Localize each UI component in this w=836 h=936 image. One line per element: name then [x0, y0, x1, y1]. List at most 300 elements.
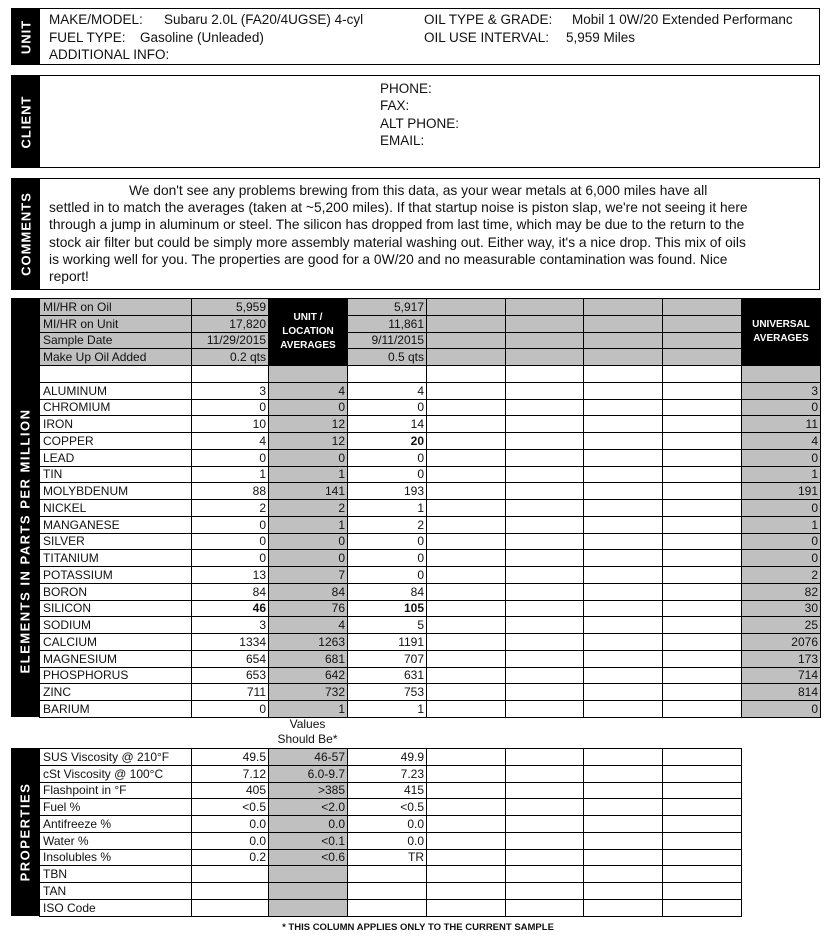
- values-should-be-line1: Values: [289, 717, 326, 731]
- element-previous: 1191: [348, 634, 427, 651]
- property-should-be: 0.0: [269, 816, 348, 833]
- empty-cell: [584, 849, 663, 866]
- element-current: 0: [192, 516, 269, 533]
- empty-cell: [663, 782, 742, 799]
- element-previous: 4: [348, 382, 427, 399]
- unit-panel: [11, 8, 820, 65]
- empty-cell: [427, 782, 506, 799]
- sample-info-row: [40, 332, 821, 349]
- empty-cell: [427, 500, 506, 517]
- empty-cell: [427, 382, 506, 399]
- element-row: [40, 667, 821, 684]
- element-previous: 20: [348, 433, 427, 450]
- element-name: NICKEL: [40, 500, 192, 517]
- property-current: 405: [192, 782, 269, 799]
- unit-location-header-line: LOCATION: [282, 326, 334, 337]
- universal-header-line: AVERAGES: [753, 333, 809, 344]
- element-previous: 84: [348, 583, 427, 600]
- empty-cell: [584, 533, 663, 550]
- element-universal: 191: [742, 483, 821, 500]
- empty-cell: [584, 684, 663, 701]
- element-previous: 0: [348, 466, 427, 483]
- empty-cell: [663, 866, 742, 883]
- property-should-be: <0.6: [269, 849, 348, 866]
- property-row: [40, 849, 742, 866]
- values-should-be-header: [268, 717, 347, 747]
- empty-cell: [192, 366, 269, 383]
- empty-cell: [427, 765, 506, 782]
- sample-info-label: MI/HR on Oil: [40, 299, 192, 316]
- empty-cell: [269, 366, 348, 383]
- element-universal: 814: [742, 684, 821, 701]
- empty-cell: [663, 533, 742, 550]
- empty-cell: [663, 567, 742, 584]
- empty-cell: [663, 684, 742, 701]
- empty-cell: [427, 583, 506, 600]
- element-name: TITANIUM: [40, 550, 192, 567]
- empty-cell: [663, 516, 742, 533]
- empty-cell: [427, 667, 506, 684]
- element-name: MOLYBDENUM: [40, 483, 192, 500]
- property-previous: [348, 883, 427, 900]
- element-unit-avg: 7: [269, 567, 348, 584]
- element-previous: 631: [348, 667, 427, 684]
- element-previous: 5: [348, 617, 427, 634]
- empty-cell: [663, 349, 742, 366]
- empty-cell: [584, 634, 663, 651]
- element-unit-avg: 76: [269, 600, 348, 617]
- element-universal: 2: [742, 567, 821, 584]
- empty-cell: [427, 849, 506, 866]
- empty-cell: [663, 617, 742, 634]
- oil-type-label: OIL TYPE & GRADE:: [424, 12, 553, 27]
- element-unit-avg: 1: [269, 516, 348, 533]
- empty-cell: [427, 299, 506, 316]
- make-model-label: MAKE/MODEL:: [49, 12, 143, 27]
- empty-cell: [584, 883, 663, 900]
- empty-cell: [506, 701, 584, 718]
- empty-cell: [584, 349, 663, 366]
- empty-cell: [506, 634, 584, 651]
- comments-body: We don't see any problems brewing from this data, as your wear metals at 6,000 miles have all settled in to match the averages (taken at ~5,200 miles). If that startup noise is piston slap, we're not seeing it here through a jump in aluminum or steel. The silicon has dropped from last time, which may be due to the return to the stock air filter but could be simply more assembly material washing out. Either way, it's a nice drop. This mix of oils is working well for you. The properties are good for a 0W/20 and no measurable contamination was found. Nice report!: [49, 183, 748, 285]
- empty-cell: [427, 433, 506, 450]
- element-row: [40, 684, 821, 701]
- universal-header-line: UNIVERSAL: [752, 319, 810, 330]
- property-should-be: [269, 883, 348, 900]
- fuel-type-value: Gasoline (Unleaded): [140, 30, 264, 45]
- element-row: [40, 650, 821, 667]
- empty-cell: [427, 866, 506, 883]
- property-name: TBN: [40, 866, 192, 883]
- empty-cell: [663, 433, 742, 450]
- properties-side-text: PROPERTIES: [17, 782, 33, 882]
- empty-cell: [584, 332, 663, 349]
- element-current: 3: [192, 617, 269, 634]
- property-name: TAN: [40, 883, 192, 900]
- element-name: ALUMINUM: [40, 382, 192, 399]
- element-name: SILVER: [40, 533, 192, 550]
- empty-cell: [506, 550, 584, 567]
- element-name: SODIUM: [40, 617, 192, 634]
- property-row: [40, 816, 742, 833]
- empty-cell: [663, 550, 742, 567]
- client-side-label: [12, 76, 40, 167]
- property-previous: [348, 866, 427, 883]
- empty-cell: [427, 567, 506, 584]
- empty-cell: [506, 449, 584, 466]
- empty-cell: [506, 684, 584, 701]
- universal-averages-header: [742, 299, 821, 366]
- empty-cell: [584, 382, 663, 399]
- properties-table: [39, 748, 742, 917]
- element-current: 13: [192, 567, 269, 584]
- unit-location-averages-header: [269, 299, 348, 366]
- empty-cell: [427, 449, 506, 466]
- element-universal: 2076: [742, 634, 821, 651]
- make-model-value: Subaru 2.0L (FA20/4UGSE) 4-cyl: [164, 12, 364, 27]
- empty-cell: [663, 600, 742, 617]
- element-name: COPPER: [40, 433, 192, 450]
- empty-cell: [427, 634, 506, 651]
- property-row: [40, 765, 742, 782]
- element-row: [40, 433, 821, 450]
- empty-cell: [506, 583, 584, 600]
- empty-cell: [584, 866, 663, 883]
- empty-cell: [427, 899, 506, 916]
- empty-cell: [506, 332, 584, 349]
- empty-cell: [427, 799, 506, 816]
- sample-info-previous: 5,917: [348, 299, 427, 316]
- element-universal: 0: [742, 449, 821, 466]
- element-unit-avg: 4: [269, 382, 348, 399]
- element-name: POTASSIUM: [40, 567, 192, 584]
- spacer-row: [40, 366, 821, 383]
- empty-cell: [427, 816, 506, 833]
- empty-cell: [663, 701, 742, 718]
- element-universal: 0: [742, 550, 821, 567]
- empty-cell: [506, 500, 584, 517]
- element-unit-avg: 0: [269, 533, 348, 550]
- property-current: 49.5: [192, 749, 269, 766]
- sample-info-previous: 0.5 qts: [348, 349, 427, 366]
- empty-cell: [427, 749, 506, 766]
- element-row: [40, 500, 821, 517]
- properties-side-label: [11, 748, 39, 916]
- property-previous: 0.0: [348, 816, 427, 833]
- element-unit-avg: 141: [269, 483, 348, 500]
- element-current: 653: [192, 667, 269, 684]
- property-should-be: [269, 866, 348, 883]
- element-unit-avg: 2: [269, 500, 348, 517]
- property-name: Antifreeze %: [40, 816, 192, 833]
- empty-cell: [427, 483, 506, 500]
- element-current: 711: [192, 684, 269, 701]
- property-row: [40, 883, 742, 900]
- element-current: 1: [192, 466, 269, 483]
- element-unit-avg: 4: [269, 617, 348, 634]
- empty-cell: [427, 516, 506, 533]
- empty-cell: [506, 315, 584, 332]
- element-name: LEAD: [40, 449, 192, 466]
- empty-cell: [584, 483, 663, 500]
- empty-cell: [663, 634, 742, 651]
- element-universal: 714: [742, 667, 821, 684]
- fuel-type-label: FUEL TYPE:: [49, 30, 126, 45]
- empty-cell: [663, 332, 742, 349]
- element-previous: 0: [348, 449, 427, 466]
- element-universal: 25: [742, 617, 821, 634]
- element-name: MANGANESE: [40, 516, 192, 533]
- empty-cell: [584, 399, 663, 416]
- property-row: [40, 799, 742, 816]
- empty-cell: [506, 765, 584, 782]
- empty-cell: [663, 315, 742, 332]
- empty-cell: [427, 332, 506, 349]
- element-name: PHOSPHORUS: [40, 667, 192, 684]
- empty-cell: [584, 749, 663, 766]
- empty-cell: [584, 315, 663, 332]
- property-name: ISO Code: [40, 899, 192, 916]
- empty-cell: [584, 816, 663, 833]
- empty-cell: [663, 382, 742, 399]
- element-current: 3: [192, 382, 269, 399]
- empty-cell: [506, 832, 584, 849]
- empty-cell: [506, 366, 584, 383]
- values-should-be-line2: Should Be*: [277, 732, 338, 746]
- empty-cell: [663, 416, 742, 433]
- empty-cell: [506, 349, 584, 366]
- unit-side-label: [12, 9, 40, 64]
- client-panel: [11, 75, 820, 168]
- empty-cell: [663, 899, 742, 916]
- sample-info-previous: 11,861: [348, 315, 427, 332]
- empty-cell: [663, 583, 742, 600]
- empty-cell: [584, 500, 663, 517]
- element-current: 0: [192, 449, 269, 466]
- empty-cell: [506, 782, 584, 799]
- element-previous: 2: [348, 516, 427, 533]
- empty-cell: [506, 516, 584, 533]
- property-name: Fuel %: [40, 799, 192, 816]
- sample-info-label: Sample Date: [40, 332, 192, 349]
- alt-phone-label: ALT PHONE:: [380, 116, 460, 131]
- property-row: [40, 749, 742, 766]
- empty-cell: [506, 533, 584, 550]
- empty-cell: [506, 600, 584, 617]
- property-current: [192, 866, 269, 883]
- empty-cell: [584, 899, 663, 916]
- property-current: [192, 899, 269, 916]
- empty-cell: [584, 516, 663, 533]
- empty-cell: [427, 466, 506, 483]
- property-name: SUS Viscosity @ 210°F: [40, 749, 192, 766]
- empty-cell: [663, 299, 742, 316]
- element-current: 84: [192, 583, 269, 600]
- element-row: [40, 483, 821, 500]
- empty-cell: [584, 600, 663, 617]
- element-previous: 105: [348, 600, 427, 617]
- empty-cell: [40, 366, 192, 383]
- empty-cell: [506, 382, 584, 399]
- empty-cell: [506, 567, 584, 584]
- element-universal: 30: [742, 600, 821, 617]
- element-name: ZINC: [40, 684, 192, 701]
- empty-cell: [427, 399, 506, 416]
- property-should-be: [269, 899, 348, 916]
- footnote: * THIS COLUMN APPLIES ONLY TO THE CURRENT SAMPLE: [282, 922, 554, 933]
- element-previous: 1: [348, 701, 427, 718]
- property-previous: 49.9: [348, 749, 427, 766]
- element-row: [40, 399, 821, 416]
- empty-cell: [506, 866, 584, 883]
- element-name: SILICON: [40, 600, 192, 617]
- element-row: [40, 466, 821, 483]
- element-row: [40, 449, 821, 466]
- property-previous: <0.5: [348, 799, 427, 816]
- empty-cell: [584, 366, 663, 383]
- element-previous: 0: [348, 399, 427, 416]
- empty-cell: [427, 550, 506, 567]
- property-row: [40, 782, 742, 799]
- element-row: [40, 701, 821, 718]
- empty-cell: [663, 832, 742, 849]
- elements-side-text: ELEMENTS IN PARTS PER MILLION: [17, 408, 33, 674]
- empty-cell: [427, 883, 506, 900]
- empty-cell: [427, 416, 506, 433]
- empty-cell: [663, 765, 742, 782]
- empty-cell: [663, 483, 742, 500]
- property-name: cSt Viscosity @ 100°C: [40, 765, 192, 782]
- empty-cell: [584, 782, 663, 799]
- property-name: Water %: [40, 832, 192, 849]
- oil-interval-label: OIL USE INTERVAL:: [424, 30, 550, 45]
- element-unit-avg: 1: [269, 701, 348, 718]
- element-previous: 193: [348, 483, 427, 500]
- empty-cell: [348, 366, 427, 383]
- property-should-be: 46-57: [269, 749, 348, 766]
- element-universal: 3: [742, 382, 821, 399]
- unit-side-text: UNIT: [18, 19, 34, 54]
- empty-cell: [584, 701, 663, 718]
- element-row: [40, 600, 821, 617]
- element-unit-avg: 12: [269, 416, 348, 433]
- empty-cell: [584, 299, 663, 316]
- element-row: [40, 567, 821, 584]
- empty-cell: [506, 617, 584, 634]
- empty-cell: [584, 567, 663, 584]
- sample-info-row: [40, 299, 821, 316]
- empty-cell: [584, 650, 663, 667]
- empty-cell: [663, 849, 742, 866]
- empty-cell: [584, 449, 663, 466]
- element-universal: 0: [742, 399, 821, 416]
- oil-type-value: Mobil 1 0W/20 Extended Performanc: [572, 12, 793, 27]
- empty-cell: [506, 799, 584, 816]
- empty-cell: [584, 799, 663, 816]
- element-row: [40, 550, 821, 567]
- empty-cell: [506, 483, 584, 500]
- sample-info-label: MI/HR on Unit: [40, 315, 192, 332]
- element-name: TIN: [40, 466, 192, 483]
- empty-cell: [663, 816, 742, 833]
- element-current: 46: [192, 600, 269, 617]
- element-current: 1334: [192, 634, 269, 651]
- empty-cell: [506, 749, 584, 766]
- empty-cell: [584, 832, 663, 849]
- empty-cell: [427, 600, 506, 617]
- email-label: EMAIL:: [380, 133, 425, 148]
- empty-cell: [506, 816, 584, 833]
- empty-cell: [584, 617, 663, 634]
- additional-info-label: ADDITIONAL INFO:: [49, 47, 170, 62]
- sample-info-current: 0.2 qts: [192, 349, 269, 366]
- empty-cell: [663, 500, 742, 517]
- element-name: MAGNESIUM: [40, 650, 192, 667]
- element-previous: 0: [348, 550, 427, 567]
- empty-cell: [506, 299, 584, 316]
- property-previous: 7.23: [348, 765, 427, 782]
- element-unit-avg: 12: [269, 433, 348, 450]
- sample-info-current: 17,820: [192, 315, 269, 332]
- element-name: BORON: [40, 583, 192, 600]
- comments-side-text: COMMENTS: [18, 192, 34, 276]
- element-row: [40, 583, 821, 600]
- element-current: 10: [192, 416, 269, 433]
- elements-table: [39, 298, 821, 718]
- empty-cell: [506, 883, 584, 900]
- element-previous: 14: [348, 416, 427, 433]
- empty-cell: [427, 684, 506, 701]
- empty-cell: [506, 433, 584, 450]
- empty-cell: [427, 617, 506, 634]
- empty-cell: [506, 899, 584, 916]
- oil-interval-value: 5,959 Miles: [566, 30, 636, 45]
- phone-label: PHONE:: [380, 81, 432, 96]
- element-unit-avg: 0: [269, 449, 348, 466]
- element-unit-avg: 732: [269, 684, 348, 701]
- comments-side-label: [12, 179, 40, 289]
- property-previous: 415: [348, 782, 427, 799]
- empty-cell: [506, 667, 584, 684]
- comments-panel: [11, 178, 820, 290]
- property-current: [192, 883, 269, 900]
- sample-info-current: 11/29/2015: [192, 332, 269, 349]
- empty-cell: [663, 883, 742, 900]
- empty-cell: [584, 433, 663, 450]
- element-row: [40, 516, 821, 533]
- element-name: CHROMIUM: [40, 399, 192, 416]
- element-universal: 0: [742, 533, 821, 550]
- empty-cell: [427, 650, 506, 667]
- property-should-be: >385: [269, 782, 348, 799]
- element-universal: 11: [742, 416, 821, 433]
- empty-cell: [663, 650, 742, 667]
- element-universal: 1: [742, 466, 821, 483]
- sample-info-previous: 9/11/2015: [348, 332, 427, 349]
- property-current: <0.5: [192, 799, 269, 816]
- empty-cell: [427, 832, 506, 849]
- element-unit-avg: 84: [269, 583, 348, 600]
- element-row: [40, 617, 821, 634]
- property-name: Insolubles %: [40, 849, 192, 866]
- property-should-be: 6.0-9.7: [269, 765, 348, 782]
- element-universal: 0: [742, 500, 821, 517]
- element-name: BARIUM: [40, 701, 192, 718]
- element-current: 2: [192, 500, 269, 517]
- element-current: 0: [192, 550, 269, 567]
- empty-cell: [506, 399, 584, 416]
- element-row: [40, 533, 821, 550]
